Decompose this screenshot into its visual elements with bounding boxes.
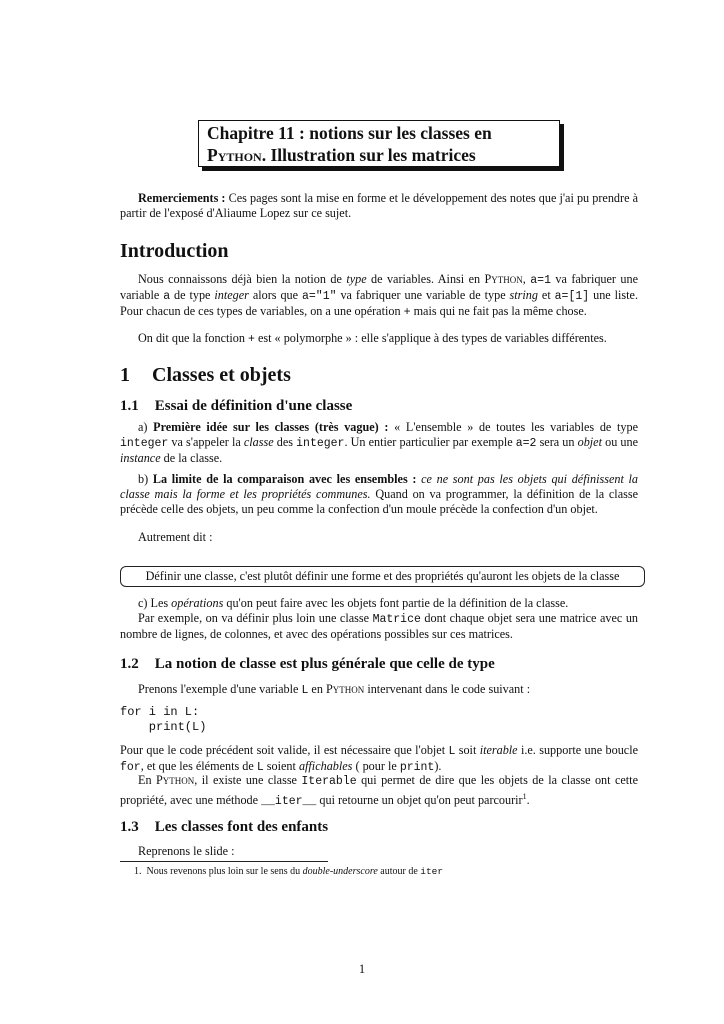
paragraph-matrice-example: Par exemple, on va définir plus loin une classe Matrice dont chaque objet sera une matrice avec un nombre de lignes, de colonnes, et avec des opérations possibles sur ces matrices. bbox=[120, 611, 639, 642]
section-1-heading: 1 Classes et objets bbox=[120, 364, 291, 386]
paragraph-variable-L: Prenons l'exemple d'une variable L en Python intervenant dans le code suivant : bbox=[138, 682, 531, 697]
chapter-title-box bbox=[198, 120, 560, 167]
paragraph-slide: Reprenons le slide : bbox=[138, 844, 235, 858]
intro-paragraph-1: Nous connaissons déjà bien la notion de type de variables. Ainsi en Python, a=1 va fabriquer une variable a de type integer alors que a="1" va fabriquer une variable de type string et a=[1] une liste. Pour chacun de ces types de variables, on a une opération + mais qui ne fait pas la même chose. bbox=[120, 272, 639, 320]
footnote-rule bbox=[120, 861, 328, 862]
section-1-3-heading: 1.3 Les classes font des enfants bbox=[120, 819, 329, 835]
code-line-2: print(L) bbox=[120, 720, 207, 734]
acknowledgement-paragraph: Remerciements : Ces pages sont la mise en forme et le développement des notes que j'ai pu prendre à partir de l'exposé d'Aliaume Lopez sur ce sujet. bbox=[120, 191, 638, 221]
paragraph-iterable: Pour que le code précédent soit valide, il est nécessaire que l'objet L soit iterable i.e. supporte une boucle for, et que les éléments de L soient affichables ( pour le print). bbox=[120, 743, 638, 775]
paragraph-b-limite: b) La limite de la comparaison avec les ensembles : ce ne sont pas les objets qui définissent la classe mais la forme et les propriétés communes. Quand on va programmer, la définition de la classe précède celle des objets, un peu comme la confection d'un moule précède la confection d'un objet. bbox=[120, 472, 639, 517]
page-number: 1 bbox=[358, 962, 366, 976]
section-1-2-heading: 1.2 La notion de classe est plus générale que celle de type bbox=[120, 656, 495, 672]
boxed-definition: Définir une classe, c'est plutôt définir une forme et des propriétés qu'auront les objets de la classe bbox=[120, 566, 645, 587]
paragraph-iterable-class: En Python, il existe une classe Iterable qui permet de dire que les objets de la classe ont cette propriété, avec une méthode __iter__ qui retourne un objet qu'on peut parcourir$^1$. bbox=[120, 773, 638, 809]
introduction-heading: Introduction bbox=[120, 240, 229, 262]
paragraph-c-operations: c) Les opérations qu'on peut faire avec les objets font partie de la définition de la classe. bbox=[138, 596, 569, 610]
footnote-1: 1. Nous revenons plus loin sur le sens du double-underscore autour de iter bbox=[134, 866, 444, 877]
code-line-1: for i in L: bbox=[120, 705, 200, 719]
chapter-title-line2: Python. Illustration sur les matrices bbox=[207, 145, 476, 165]
autrement-dit: Autrement dit : bbox=[138, 530, 213, 544]
chapter-title-line1: Chapitre 11 : notions sur les classes en bbox=[207, 123, 492, 143]
paragraph-a-premiere-idee: a) Première idée sur les classes (très vague) : « L'ensemble » de toutes les variables de type integer va s'appeler la classe des integer. Un entier particulier par exemple a=2 sera un objet ou une instance de la classe. bbox=[120, 420, 638, 466]
code-block bbox=[120, 705, 206, 735]
intro-paragraph-2: On dit que la fonction + est « polymorphe » : elle s'applique à des types de variables différentes. bbox=[138, 331, 607, 346]
section-1-1-heading: 1.1 Essai de définition d'une classe bbox=[120, 398, 353, 414]
